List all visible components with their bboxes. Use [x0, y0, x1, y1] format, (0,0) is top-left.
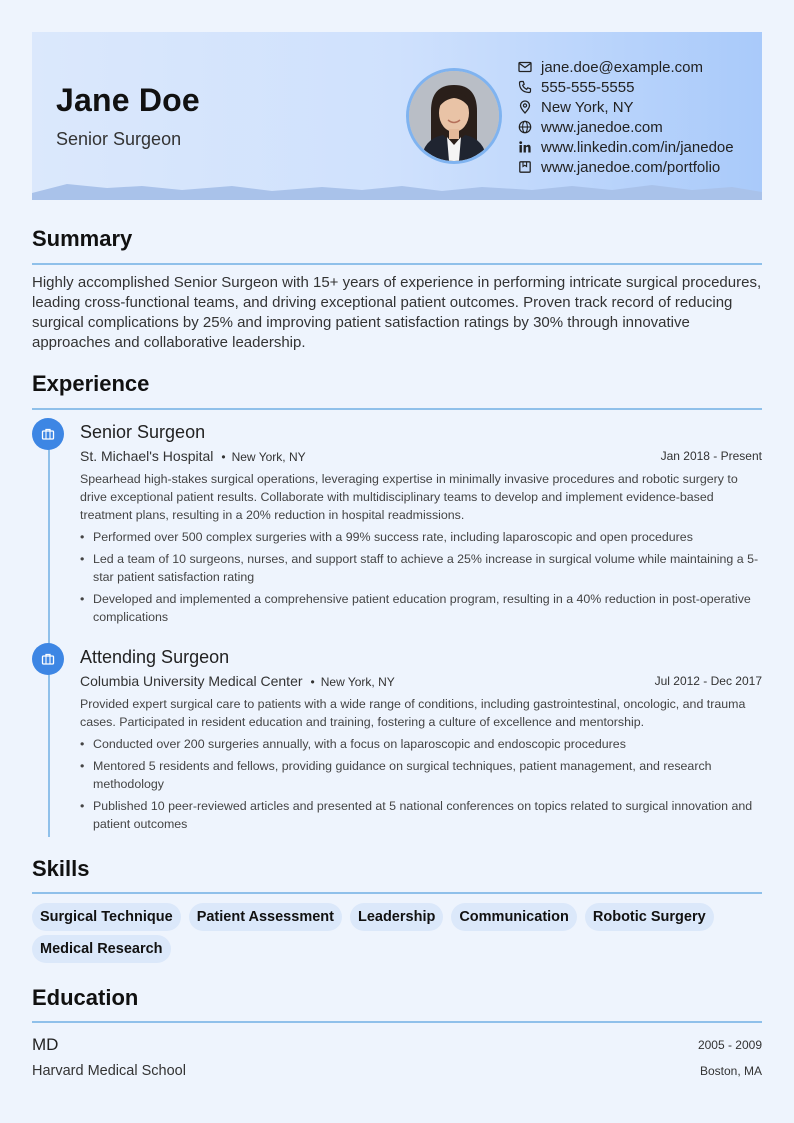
candidate-title: Senior Surgeon — [56, 129, 182, 149]
achievement-item: • Performed over 500 complex surgeries with a 99% success rate, including laparoscopic and open procedures — [80, 528, 762, 546]
education-divider — [32, 1021, 762, 1023]
education-school: Harvard Medical School — [32, 1063, 186, 1079]
job-company: St. Michael's Hospital — [80, 448, 214, 464]
separator-dot: • — [310, 675, 315, 689]
experience-timeline — [48, 434, 50, 837]
contact-email[interactable] — [518, 57, 734, 77]
globe-icon — [518, 120, 532, 134]
achievement-item: • Conducted over 200 surgeries annually, with a focus on laparoscopic and endoscopic procedures — [80, 735, 762, 753]
job-dates: Jul 2012 - Dec 2017 — [654, 674, 762, 688]
contact-phone[interactable] — [518, 77, 734, 97]
summary-text: Highly accomplished Senior Surgeon with 15+ years of experience in performing intricate surgical procedures, leading cross-functional teams, and driving exceptional patient outcomes. Proven track record of reducing surgical complications by 25% and improving patient satisfaction ratings by 30% through innovative approaches and collaborative leadership. — [32, 274, 762, 351]
job-location: New York, NY — [231, 450, 306, 464]
contact-linkedin-text: www.linkedin.com/in/janedoe — [541, 138, 734, 156]
email-icon — [518, 60, 532, 74]
experience-heading: Experience — [32, 371, 150, 396]
contact-portfolio[interactable] — [518, 157, 734, 177]
job-company: Columbia University Medical Center — [80, 673, 303, 689]
contact-list — [518, 57, 734, 177]
skill-chip: Medical Research — [32, 935, 171, 963]
location-pin-icon — [518, 100, 532, 114]
skills-list — [32, 903, 762, 963]
phone-icon — [518, 80, 532, 94]
experience-entry — [80, 419, 762, 630]
achievement-item: • Mentored 5 residents and fellows, providing guidance on surgical techniques, patient management, and research methodology — [80, 757, 762, 793]
skill-chip: Communication — [451, 903, 577, 931]
job-title: Attending Surgeon — [80, 647, 230, 667]
profile-photo — [406, 68, 502, 164]
skill-chip: Surgical Technique — [32, 903, 181, 931]
experience-entry — [80, 644, 762, 837]
education-location: Boston, MA — [699, 1064, 762, 1078]
contact-location-text: New York, NY — [541, 98, 634, 116]
experience-divider — [32, 408, 762, 410]
education-heading: Education — [32, 985, 139, 1010]
header-wave-decoration — [32, 184, 762, 200]
linkedin-icon — [518, 140, 532, 154]
contact-email-text: jane.doe@example.com — [541, 58, 703, 76]
summary-heading: Summary — [32, 226, 133, 251]
job-description: Provided expert surgical care to patients with a wide range of conditions, including gastrointestinal, oncologic, and trauma cases. Participated in resident education and training, fostering a culture of excellence and mentorship. — [80, 697, 746, 729]
skill-chip: Leadership — [350, 903, 443, 931]
achievement-item: • Developed and implemented a comprehensive patient education program, resulting in a 40% reduction in post-operative complications — [80, 590, 762, 626]
job-location: New York, NY — [320, 675, 395, 689]
portfolio-icon — [518, 160, 532, 174]
job-achievements — [80, 735, 762, 833]
contact-portfolio-text: www.janedoe.com/portfolio — [541, 158, 721, 176]
job-dates: Jan 2018 - Present — [660, 449, 762, 463]
resume-header — [32, 32, 762, 200]
job-title: Senior Surgeon — [80, 422, 206, 442]
briefcase-icon — [32, 418, 64, 450]
skills-divider — [32, 892, 762, 894]
job-achievements — [80, 528, 762, 626]
contact-website[interactable] — [518, 117, 734, 137]
job-description: Spearhead high-stakes surgical operations, leveraging expertise in minimally invasive procedures and robotic surgery to drive exceptional patient results. Collaborate with multidisciplinary teams to develop and implement evidence-based treatment plans, resulting in a 20% reduction in hospital readmissions. — [80, 472, 738, 522]
job-meta — [80, 670, 762, 692]
contact-phone-text: 555-555-5555 — [541, 78, 635, 96]
briefcase-icon — [32, 643, 64, 675]
skill-chip: Robotic Surgery — [585, 903, 714, 931]
contact-location — [518, 97, 734, 117]
skills-heading: Skills — [32, 856, 90, 881]
skill-chip: Patient Assessment — [189, 903, 342, 931]
contact-linkedin[interactable] — [518, 137, 734, 157]
job-meta — [80, 445, 762, 467]
education-degree: MD — [32, 1035, 59, 1054]
candidate-name: Jane Doe — [56, 82, 200, 118]
achievement-item: • Led a team of 10 surgeons, nurses, and support staff to achieve a 25% increase in surgical volume while maintaining a 5-star patient satisfaction rating — [80, 550, 762, 586]
contact-website-text: www.janedoe.com — [541, 118, 663, 136]
summary-divider — [32, 263, 762, 265]
separator-dot: • — [221, 450, 226, 464]
achievement-item: • Published 10 peer-reviewed articles and presented at 5 national conferences on topics related to surgical innovation and patient outcomes — [80, 797, 762, 833]
education-dates: 2005 - 2009 — [697, 1038, 762, 1052]
